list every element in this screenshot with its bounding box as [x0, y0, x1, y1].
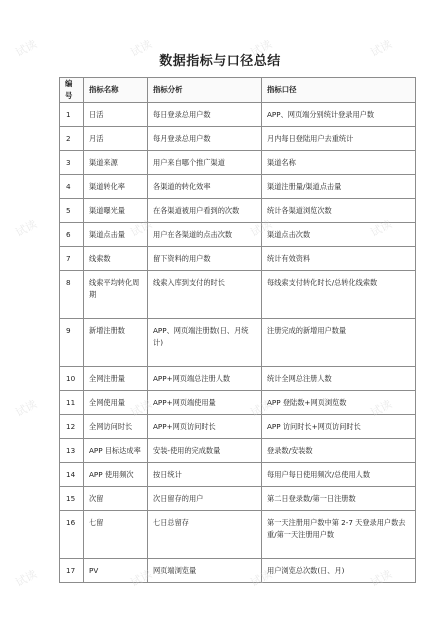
row-number: 10 — [60, 367, 84, 391]
row-number: 11 — [60, 391, 84, 415]
watermark-text: 试读 — [13, 37, 39, 60]
row-number: 5 — [60, 199, 84, 223]
table-row — [60, 127, 416, 151]
row-number: 2 — [60, 127, 84, 151]
watermark-text: 试读 — [13, 217, 39, 240]
row-number: 3 — [60, 151, 84, 175]
row-metric-analysis: APP+网页端总注册人数 — [148, 367, 262, 391]
row-metric-name: APP 目标达成率 — [84, 439, 148, 463]
table-row — [60, 151, 416, 175]
watermark-text: 试读 — [128, 37, 154, 60]
table-row — [60, 247, 416, 271]
watermark-text: 试读 — [128, 397, 154, 420]
header-metric-name: 指标名称 — [84, 78, 148, 103]
row-metric-name: 线索数 — [84, 247, 148, 271]
table-row — [60, 103, 416, 127]
metrics-table — [59, 77, 416, 583]
row-metric-name: 渠道曝光量 — [84, 199, 148, 223]
row-metric-name: 次留 — [84, 487, 148, 511]
row-metric-caliber: 第二日登录数/第一日注册数 — [262, 487, 416, 511]
row-metric-caliber: 统计有效资料 — [262, 247, 416, 271]
table-row — [60, 463, 416, 487]
row-number: 12 — [60, 415, 84, 439]
row-metric-name: 全网注册量 — [84, 367, 148, 391]
header-number: 编号 — [60, 78, 84, 103]
row-metric-caliber: 用户浏览总次数(日、月) — [262, 559, 416, 583]
row-metric-caliber: APP、网页端分别统计登录用户数 — [262, 103, 416, 127]
row-metric-caliber: 每线索支付转化时长/总转化线索数 — [262, 271, 416, 319]
row-metric-caliber: 渠道注册量/渠道点击量 — [262, 175, 416, 199]
row-metric-caliber: 每用户每日使用频次/总使用人数 — [262, 463, 416, 487]
row-number: 4 — [60, 175, 84, 199]
row-metric-analysis: 线索入库到支付的时长 — [148, 271, 262, 319]
page-title: 数据指标与口径总结 — [159, 54, 281, 69]
table-row — [60, 439, 416, 463]
watermark-text: 试读 — [368, 217, 394, 240]
watermark-text: 试读 — [248, 37, 274, 60]
row-metric-caliber: 第一天注册用户数中第 2-7 天登录用户数去重/第一天注册用户数 — [262, 511, 416, 559]
row-metric-name: 七留 — [84, 511, 148, 559]
table-row — [60, 367, 416, 391]
row-metric-caliber: APP 访问时长+网页访问时长 — [262, 415, 416, 439]
row-number: 13 — [60, 439, 84, 463]
row-number: 14 — [60, 463, 84, 487]
row-metric-name: 全网使用量 — [84, 391, 148, 415]
table-row — [60, 199, 416, 223]
row-metric-analysis: 安装-使用的完成数量 — [148, 439, 262, 463]
table-row — [60, 559, 416, 583]
row-number: 8 — [60, 271, 84, 319]
row-metric-analysis: APP+网页端使用量 — [148, 391, 262, 415]
row-metric-caliber: 注册完成的新增用户数量 — [262, 319, 416, 367]
row-metric-name: PV — [84, 559, 148, 583]
row-number: 9 — [60, 319, 84, 367]
table-header-row — [60, 78, 416, 103]
header-metric-caliber: 指标口径 — [262, 78, 416, 103]
row-metric-name: 渠道来源 — [84, 151, 148, 175]
watermark-text: 试读 — [128, 567, 154, 590]
row-metric-name: 新增注册数 — [84, 319, 148, 367]
table-row — [60, 223, 416, 247]
table-row — [60, 391, 416, 415]
table-row — [60, 271, 416, 319]
watermark-text: 试读 — [13, 567, 39, 590]
row-metric-name: 月活 — [84, 127, 148, 151]
row-metric-caliber: 统计各渠道浏览次数 — [262, 199, 416, 223]
watermark-text: 试读 — [248, 397, 274, 420]
row-metric-analysis: 各渠道的转化效率 — [148, 175, 262, 199]
row-metric-analysis: 按日统计 — [148, 463, 262, 487]
row-metric-analysis: 网页端浏览量 — [148, 559, 262, 583]
row-metric-name: 渠道转化率 — [84, 175, 148, 199]
watermark-text: 试读 — [13, 397, 39, 420]
row-metric-caliber: 渠道点击次数 — [262, 223, 416, 247]
row-metric-name: 渠道点击量 — [84, 223, 148, 247]
row-metric-analysis: APP、网页端注册数(日、月统计) — [148, 319, 262, 367]
watermark-text: 试读 — [248, 217, 274, 240]
row-metric-analysis: 用户在各渠道的点击次数 — [148, 223, 262, 247]
watermark-text: 试读 — [368, 397, 394, 420]
row-metric-name: 日活 — [84, 103, 148, 127]
watermark-text: 试读 — [368, 567, 394, 590]
row-metric-caliber: 渠道名称 — [262, 151, 416, 175]
header-metric-analysis: 指标分析 — [148, 78, 262, 103]
row-number: 7 — [60, 247, 84, 271]
row-metric-caliber: 月内每日登陆用户去重统计 — [262, 127, 416, 151]
row-metric-analysis: 七日总留存 — [148, 511, 262, 559]
row-metric-name: APP 使用频次 — [84, 463, 148, 487]
row-metric-analysis: 每月登录总用户数 — [148, 127, 262, 151]
row-metric-name: 全网访问时长 — [84, 415, 148, 439]
row-number: 16 — [60, 511, 84, 559]
row-metric-caliber: APP 登陆数+网页浏览数 — [262, 391, 416, 415]
row-metric-analysis: APP+网页访问时长 — [148, 415, 262, 439]
row-metric-analysis: 留下资料的用户数 — [148, 247, 262, 271]
table-row — [60, 175, 416, 199]
row-metric-analysis: 在各渠道被用户看到的次数 — [148, 199, 262, 223]
row-metric-analysis: 每日登录总用户数 — [148, 103, 262, 127]
row-metric-analysis: 用户来自哪个推广渠道 — [148, 151, 262, 175]
table-row — [60, 319, 416, 367]
watermark-text: 试读 — [128, 217, 154, 240]
row-metric-name: 线索平均转化周期 — [84, 271, 148, 319]
row-number: 17 — [60, 559, 84, 583]
watermark-text: 试读 — [248, 567, 274, 590]
row-metric-caliber: 统计全网总注册人数 — [262, 367, 416, 391]
row-metric-analysis: 次日留存的用户 — [148, 487, 262, 511]
table-row — [60, 415, 416, 439]
row-metric-caliber: 登录数/安装数 — [262, 439, 416, 463]
row-number: 1 — [60, 103, 84, 127]
table-row — [60, 511, 416, 559]
row-number: 15 — [60, 487, 84, 511]
row-number: 6 — [60, 223, 84, 247]
watermark-text: 试读 — [368, 37, 394, 60]
table-row — [60, 487, 416, 511]
